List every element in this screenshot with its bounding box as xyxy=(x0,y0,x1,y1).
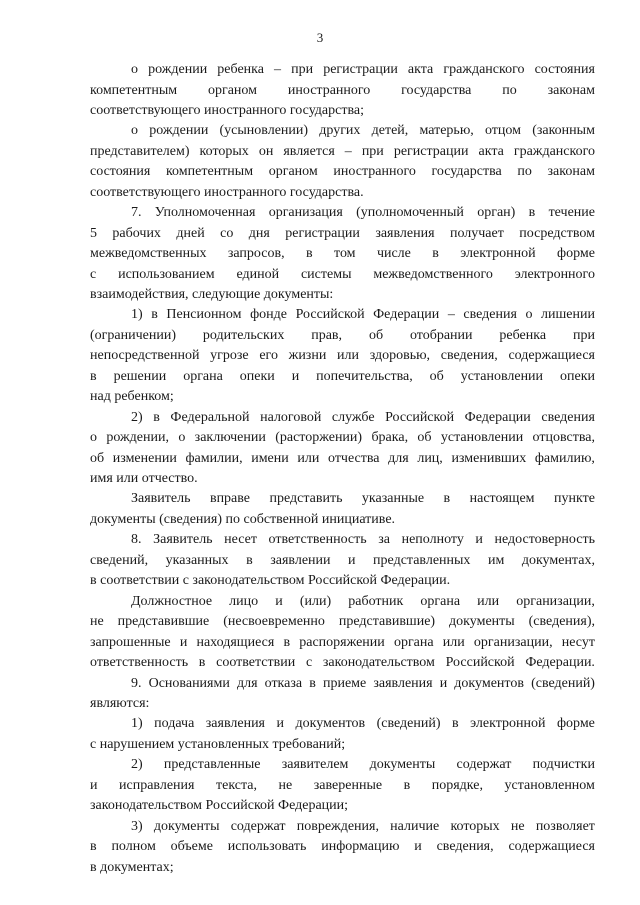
word: заявления xyxy=(375,225,435,241)
word: приеме xyxy=(322,675,367,691)
word: исправления xyxy=(119,777,195,793)
text-line xyxy=(90,837,595,857)
word: запрошенные xyxy=(90,634,171,650)
word: представленных xyxy=(373,552,471,568)
word: органом xyxy=(268,164,318,180)
word: 5 xyxy=(90,225,97,241)
text-line xyxy=(131,592,595,612)
word: находящиеся xyxy=(196,634,275,650)
word: представленные xyxy=(163,757,261,773)
word: лицо xyxy=(229,593,259,609)
word: содержащиеся xyxy=(508,839,595,855)
word: электронной xyxy=(470,716,546,732)
word: 2) xyxy=(131,409,143,425)
word: о xyxy=(525,307,533,323)
word: регистрации xyxy=(285,225,360,241)
word: в xyxy=(452,716,459,732)
word: им xyxy=(487,552,505,568)
word: (или) xyxy=(299,593,332,609)
word: об xyxy=(417,430,432,446)
word: регистрации xyxy=(393,143,469,159)
word: позволяет xyxy=(535,818,595,834)
word: заявления xyxy=(373,675,433,691)
word: (сведения), xyxy=(528,614,595,630)
word: объеме xyxy=(170,839,213,855)
word: в xyxy=(90,839,97,855)
word: в xyxy=(443,491,451,507)
word: текста, xyxy=(216,777,258,793)
word: 7. xyxy=(131,205,142,221)
word: представить xyxy=(269,491,343,507)
word: в xyxy=(309,675,316,691)
word: организация xyxy=(268,205,343,221)
word: в xyxy=(90,368,97,384)
word: посредством xyxy=(519,225,595,241)
word: установлении xyxy=(440,430,524,446)
word: в xyxy=(153,409,160,425)
text-line xyxy=(131,489,595,509)
text-line xyxy=(90,633,595,653)
word: отцом xyxy=(484,123,521,139)
word: заявлении xyxy=(270,552,331,568)
word: он xyxy=(258,143,274,159)
word: соответствии xyxy=(216,655,296,670)
word: содержат xyxy=(456,757,512,773)
word: форме xyxy=(557,246,595,261)
word: в xyxy=(528,205,536,221)
word: опеки xyxy=(239,368,275,384)
word: представившие) xyxy=(338,614,436,630)
word: компетентным xyxy=(90,82,178,98)
word: в xyxy=(283,634,291,650)
word: органа xyxy=(183,368,223,384)
text-line xyxy=(90,551,595,571)
word: повреждения, xyxy=(296,818,379,834)
word: запросов, xyxy=(227,246,285,261)
word: Федерации. xyxy=(525,655,595,670)
word: электронной xyxy=(460,246,536,261)
word: об xyxy=(90,450,105,466)
text-line: в документах; xyxy=(90,859,174,875)
word: в xyxy=(432,246,439,261)
word: других xyxy=(319,123,361,139)
word: документы xyxy=(369,757,436,773)
word: рождении, xyxy=(106,430,169,446)
word: о xyxy=(178,430,186,446)
word: Федерации xyxy=(373,307,440,323)
word: состояния xyxy=(534,62,595,77)
word: системы xyxy=(300,266,352,282)
word: рождении xyxy=(148,62,208,77)
word: содержат xyxy=(230,818,286,834)
text-line xyxy=(131,121,595,141)
text-line: над ребенком; xyxy=(90,389,174,405)
word: 1) xyxy=(131,307,143,323)
word: межведомственного xyxy=(373,266,493,282)
word: отказа xyxy=(264,675,303,691)
word: документов xyxy=(295,716,366,732)
word: ответственность xyxy=(90,655,189,670)
word: при xyxy=(572,327,595,343)
word: и xyxy=(439,675,448,691)
word: указанных xyxy=(165,552,229,568)
word: единой xyxy=(236,266,280,282)
word: – xyxy=(447,307,455,323)
word: законодательством xyxy=(322,655,435,670)
word: непосредственной xyxy=(90,348,200,364)
text-line xyxy=(90,265,595,285)
word: компетентным xyxy=(165,164,254,180)
word: несет xyxy=(224,532,257,548)
word: работник xyxy=(348,593,404,609)
word: заверенные xyxy=(313,777,383,793)
word: попечительства, xyxy=(316,368,413,384)
word: родительских xyxy=(202,327,285,343)
word: государства xyxy=(401,82,472,98)
word: о xyxy=(131,62,138,77)
word: лишении xyxy=(541,307,595,323)
word: государства xyxy=(431,164,502,180)
word: документы xyxy=(153,818,220,834)
word: представителем) xyxy=(90,143,190,159)
text-line xyxy=(90,428,595,448)
word: и xyxy=(275,593,283,609)
word: форме xyxy=(556,716,595,732)
word: жизни xyxy=(288,348,327,364)
word: в xyxy=(306,246,313,261)
word: электронного xyxy=(514,266,595,282)
word: о xyxy=(90,430,97,446)
word: его xyxy=(259,348,278,364)
word: отцовства, xyxy=(532,430,595,446)
text-line xyxy=(131,817,595,837)
word: или xyxy=(477,593,500,609)
word: со xyxy=(220,225,234,241)
word: рабочих xyxy=(112,225,161,241)
word: подчистки xyxy=(532,757,595,773)
word: угрозе xyxy=(210,348,249,364)
word: отчества xyxy=(328,450,380,466)
word: службе xyxy=(331,409,375,425)
word: не xyxy=(510,818,525,834)
text-line: в соответствии с законодательством Российской Федерации. xyxy=(90,573,451,589)
text-line xyxy=(131,305,595,325)
word: (усыновлении) xyxy=(219,123,309,139)
word: межведомственных xyxy=(90,246,207,261)
word: Основаниями xyxy=(148,675,230,691)
word: порядке, xyxy=(431,777,483,793)
word: том xyxy=(334,246,356,261)
word: не xyxy=(278,777,293,793)
word: матерью, xyxy=(419,123,474,139)
text-line xyxy=(131,408,595,428)
word: содержащиеся xyxy=(508,348,595,364)
word: решении xyxy=(113,368,167,384)
word: о xyxy=(131,123,138,139)
word: представившие xyxy=(117,614,210,630)
word: рождении xyxy=(149,123,209,139)
word: и xyxy=(414,839,422,855)
word: по xyxy=(517,164,532,180)
word: детей, xyxy=(371,123,409,139)
word: изменении xyxy=(112,450,177,466)
word: использовать xyxy=(227,839,307,855)
text-line: имя или отчество. xyxy=(90,471,198,486)
word: 8. xyxy=(131,532,142,548)
text-line xyxy=(90,449,595,469)
word: имени xyxy=(251,450,289,466)
word: вправе xyxy=(209,491,251,507)
word: об xyxy=(368,327,384,343)
word: организации, xyxy=(473,634,553,650)
text-line xyxy=(131,714,595,734)
word: орган) xyxy=(477,205,516,221)
word: Российской xyxy=(295,307,365,323)
word: или xyxy=(297,450,320,466)
word: (ограничении) xyxy=(90,327,176,343)
word: законам xyxy=(547,164,595,180)
word: в xyxy=(151,307,158,323)
word: числе xyxy=(376,246,411,261)
word: которых xyxy=(199,143,249,159)
word: (сведений) xyxy=(531,675,595,691)
word: заключении xyxy=(194,430,266,446)
word: Российской xyxy=(385,409,455,425)
word: Пенсионном xyxy=(166,307,242,323)
text-line xyxy=(90,162,595,182)
word: гражданского xyxy=(443,62,525,77)
word: Заявитель xyxy=(131,491,191,507)
word: органа xyxy=(393,634,434,650)
text-line xyxy=(131,203,595,223)
word: фамилию, xyxy=(534,450,595,466)
word: изменивших xyxy=(451,450,527,466)
word: фонде xyxy=(250,307,287,323)
word: об xyxy=(429,368,444,384)
word: заявителем xyxy=(281,757,349,773)
word: прав, xyxy=(311,327,343,343)
word: для xyxy=(236,675,258,691)
text-line xyxy=(90,326,595,346)
word: неполноту xyxy=(401,532,464,548)
text-line: являются: xyxy=(90,695,150,711)
word: в xyxy=(403,777,411,793)
word: установлении xyxy=(460,368,544,384)
word: и xyxy=(291,368,300,384)
word: 3) xyxy=(131,818,143,834)
word: опеки xyxy=(559,368,595,384)
word: не xyxy=(90,614,104,630)
text-line: соответствующего иностранного государства; xyxy=(90,102,365,118)
word: ребенка xyxy=(217,62,264,77)
word: информацию xyxy=(321,839,400,855)
word: в xyxy=(198,655,206,670)
word: (несвоевременно xyxy=(223,614,325,630)
word: лиц, xyxy=(417,450,443,466)
word: 9. xyxy=(131,675,142,691)
word: и xyxy=(475,532,483,548)
word: иностранного xyxy=(333,164,416,180)
word: и xyxy=(276,716,284,732)
word: ребенка xyxy=(499,327,547,343)
word: заявления xyxy=(205,716,265,732)
word: недостоверность xyxy=(494,532,595,548)
word: фамилии, xyxy=(185,450,243,466)
word: (расторжении) xyxy=(275,430,363,446)
word: за xyxy=(378,532,390,548)
word: (законным xyxy=(532,123,595,139)
word: законам xyxy=(547,82,595,98)
word: регистрации xyxy=(323,62,398,77)
word: Федерации xyxy=(464,409,531,425)
word: (уполномоченный xyxy=(356,205,464,221)
text-line: законодательством Российской Федерации; xyxy=(90,798,349,814)
word: с xyxy=(305,655,313,670)
text-line xyxy=(131,755,595,775)
word: распоряжении xyxy=(299,634,385,650)
word: документах, xyxy=(521,552,595,568)
word: указанные xyxy=(361,491,425,507)
word: наличие xyxy=(390,818,440,834)
word: при xyxy=(291,62,314,77)
word: дня xyxy=(248,225,270,241)
text-line xyxy=(90,367,595,387)
word: или xyxy=(442,634,465,650)
word: и xyxy=(179,634,188,650)
word: Заявитель xyxy=(153,532,213,548)
word: сведений, xyxy=(90,552,149,568)
word: или xyxy=(337,348,359,364)
word: настоящем xyxy=(469,491,535,507)
word: организации, xyxy=(516,593,595,609)
word: – xyxy=(274,62,282,77)
word: органом xyxy=(207,82,257,98)
word: состояния xyxy=(90,164,151,180)
word: при xyxy=(361,143,384,159)
word: для xyxy=(388,450,409,466)
text-line xyxy=(90,81,595,101)
word: документов xyxy=(454,675,524,691)
text-line xyxy=(90,224,595,244)
word: является xyxy=(283,143,335,159)
word: использованием xyxy=(118,266,215,282)
word: Федеральной xyxy=(170,409,250,425)
word: 1) xyxy=(131,716,143,732)
word: ответственность xyxy=(268,532,367,548)
text-line xyxy=(90,346,595,366)
word: 2) xyxy=(131,757,143,773)
word: сведения, xyxy=(440,348,498,364)
word: сведения xyxy=(541,409,595,425)
word: отобрании xyxy=(409,327,473,343)
word: акта xyxy=(407,62,434,77)
word: (сведений) xyxy=(376,716,441,732)
word: акта xyxy=(478,143,504,159)
word: дней xyxy=(176,225,205,241)
word: здоровью, xyxy=(369,348,431,364)
text-line: соответствующего иностранного государства. xyxy=(90,184,364,200)
text-line xyxy=(90,776,595,796)
word: иностранного xyxy=(287,82,371,98)
word: пункте xyxy=(554,491,595,507)
word: полном xyxy=(111,839,156,855)
text-line xyxy=(131,530,595,550)
text-line: документы (сведения) по собственной инициативе. xyxy=(90,511,396,527)
word: получает xyxy=(449,225,504,241)
word: налоговой xyxy=(260,409,322,425)
word: Должностное xyxy=(131,593,213,609)
word: и xyxy=(90,777,98,793)
word: сведения, xyxy=(436,839,494,855)
text-line xyxy=(90,244,595,264)
word: с xyxy=(90,266,97,282)
word: Уполномоченная xyxy=(154,205,256,221)
word: и xyxy=(348,552,356,568)
text-line xyxy=(90,142,595,162)
word: – xyxy=(344,143,352,159)
word: гражданского xyxy=(513,143,595,159)
word: Российской xyxy=(445,655,515,670)
word: подача xyxy=(154,716,195,732)
word: органа xyxy=(420,593,461,609)
text-line xyxy=(131,674,595,694)
text-line xyxy=(131,60,595,80)
text-line: взаимодействия, следующие документы: xyxy=(90,286,334,302)
text-line xyxy=(90,653,595,673)
word: которых xyxy=(450,818,500,834)
word: в xyxy=(246,552,253,568)
word: установленном xyxy=(504,777,595,793)
text-line xyxy=(90,612,595,632)
word: документы xyxy=(449,614,515,630)
word: по xyxy=(502,82,517,98)
word: течение xyxy=(548,205,595,221)
word: брака, xyxy=(371,430,409,446)
page-number: 3 xyxy=(316,30,324,45)
word: сведения xyxy=(463,307,517,323)
word: несут xyxy=(561,634,595,650)
text-line: с нарушением установленных требований; xyxy=(90,736,346,752)
